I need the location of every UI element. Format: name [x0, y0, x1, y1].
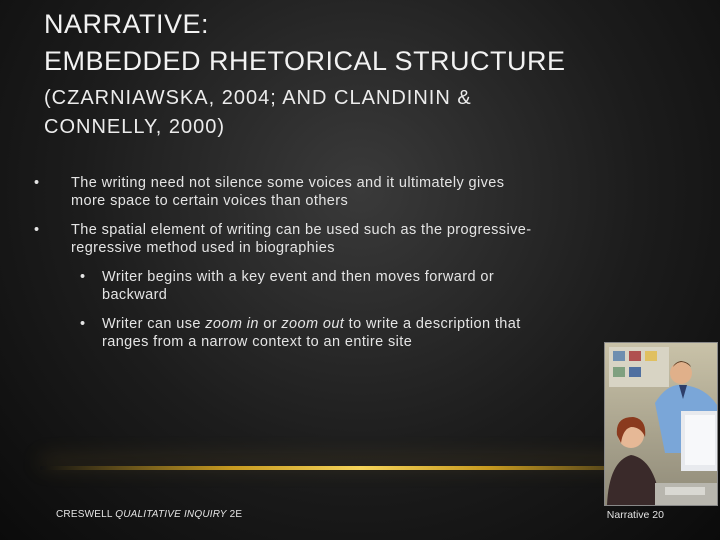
footer-author: CRESWELL [56, 509, 116, 520]
gold-divider-line [40, 466, 680, 470]
footer-citation [56, 509, 242, 520]
slide-title-line-2: EMBEDDED RHETORICAL STRUCTURE [44, 46, 566, 76]
emphasis-zoom-out: zoom out [281, 316, 345, 332]
sub-bullet-item [34, 268, 604, 304]
bullet-text-line: backward [102, 287, 168, 303]
slide-content [34, 174, 604, 362]
bullet-text-line: The writing need not silence some voices and it ultimately gives [71, 175, 505, 191]
bullet-marker: • [80, 316, 86, 332]
text-run: to write a description that [344, 316, 521, 332]
bullet-item [34, 174, 604, 210]
emphasis-zoom-in: zoom in [205, 316, 259, 332]
bullet-marker: • [34, 222, 40, 238]
bullet-marker: • [34, 175, 40, 191]
slide-subtitle-line-2: CONNELLY, 2000) [44, 116, 226, 138]
bullet-marker: • [80, 269, 86, 285]
bullet-text-line: The spatial element of writing can be used such as the progressive- [71, 222, 532, 238]
slide-subtitle-line-1: (CZARNIAWSKA, 2004; AND CLANDININ & [44, 87, 472, 109]
slide-title-block [44, 6, 684, 142]
slide-number: Narrative 20 [606, 509, 664, 521]
bullet-item [34, 221, 604, 257]
sub-bullet-item [34, 315, 604, 351]
footer-book-title: QUALITATIVE INQUIRY [115, 509, 227, 520]
text-run: Writer can use [102, 316, 206, 332]
photo-illustration [605, 343, 717, 505]
footer-edition: 2E [226, 509, 243, 520]
bullet-text-line: Writer begins with a key event and then moves forward or [102, 269, 495, 285]
slide-subtitle [44, 84, 684, 142]
bullet-text-line [102, 315, 604, 333]
bullet-text-line: regressive method used in biographies [71, 240, 335, 256]
bullet-text-line: ranges from a narrow context to an entire site [102, 334, 413, 350]
slide-title-line-1: NARRATIVE: [44, 9, 210, 39]
office-people-photo [604, 342, 718, 506]
text-run: or [258, 316, 282, 332]
bullet-text-line: more space to certain voices than others [71, 193, 349, 209]
